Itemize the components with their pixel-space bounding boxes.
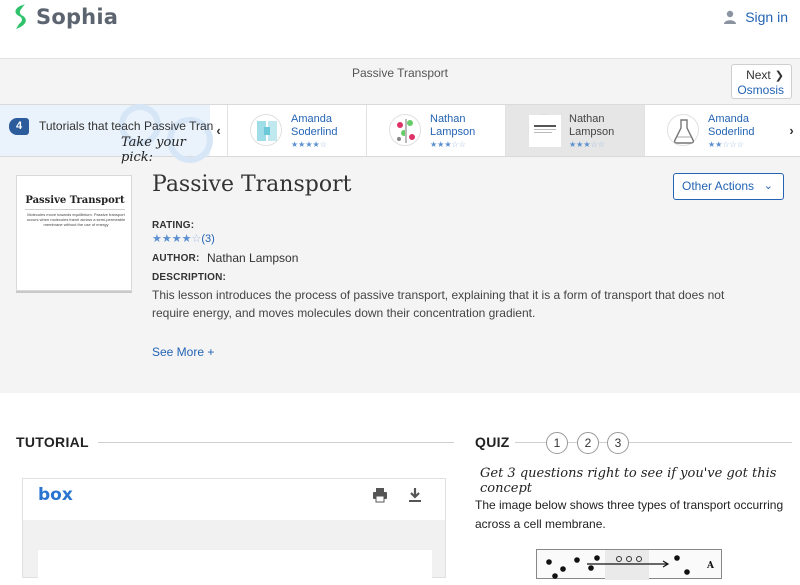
tutorial-author-last: Soderlind xyxy=(291,126,338,138)
box-logo: box xyxy=(38,485,73,505)
chevron-down-icon: ⌄ xyxy=(763,180,773,192)
tutorial-rating-stars: ★★★★☆ xyxy=(291,140,327,149)
site-header xyxy=(0,0,800,35)
quiz-question-2[interactable]: 2 xyxy=(577,432,599,454)
sign-in-label: Sign in xyxy=(745,9,788,25)
membrane-diagram xyxy=(537,550,723,580)
tutorial-card-1[interactable] xyxy=(227,105,366,156)
logo-text: Sophia xyxy=(36,5,119,29)
breadcrumb-title: Passive Transport xyxy=(351,66,449,80)
tutorial-card-4[interactable] xyxy=(644,105,783,156)
lesson-rating xyxy=(152,232,215,245)
tutorial-rating-stars: ★★☆☆☆ xyxy=(708,140,744,149)
tutorial-author-last: Lampson xyxy=(430,126,476,138)
tutorial-author-last: Soderlind xyxy=(708,126,755,138)
next-lesson-button[interactable] xyxy=(731,64,792,99)
tutorials-intro-text: Tutorials that teach Passive Tran xyxy=(39,119,214,133)
other-actions-button[interactable] xyxy=(673,173,784,200)
tutorial-author-first: Nathan xyxy=(569,113,605,125)
quiz-heading: QUIZ xyxy=(475,434,510,450)
tutorial-thumbnail xyxy=(250,114,282,146)
tutorial-card-2[interactable] xyxy=(366,105,505,156)
tutorial-rating-stars: ★★★☆☆ xyxy=(569,140,605,149)
tutorial-author-first: Nathan xyxy=(430,113,466,125)
lesson-title: Passive Transport xyxy=(152,172,352,197)
tutorial-author-first: Amanda xyxy=(708,113,749,125)
lesson-description: This lesson introduces the process of passive transport, explaining that it is a form of transport that does not require energy, and moves molecules down their concentration gradient. xyxy=(152,288,725,320)
strip-prev-button[interactable] xyxy=(210,105,227,156)
take-your-pick-text: Take your pick: xyxy=(121,135,186,165)
tutorial-rating-stars: ★★★☆☆ xyxy=(430,140,466,149)
chevron-right-icon: ❯ xyxy=(774,70,784,82)
rating-label: RATING: xyxy=(152,220,195,231)
quiz-instructions: Get 3 questions right to see if you've got this concept xyxy=(480,466,777,496)
rating-count[interactable]: (3) xyxy=(201,233,215,245)
membrane-transport-figure xyxy=(536,549,722,579)
next-lesson-name: Osmosis xyxy=(737,83,784,97)
print-icon[interactable] xyxy=(372,487,388,503)
divider xyxy=(98,442,454,443)
sophia-logo-icon xyxy=(10,4,32,30)
author-label: AUTHOR: xyxy=(152,253,200,264)
next-label: Next xyxy=(746,68,771,82)
tutorial-thumbnail xyxy=(389,114,421,146)
description-label: DESCRIPTION: xyxy=(152,272,227,283)
other-actions-label: Other Actions xyxy=(682,179,755,193)
tutorials-intro xyxy=(0,105,214,165)
user-icon xyxy=(723,10,737,24)
strip-next-button[interactable] xyxy=(783,105,800,156)
rating-stars-icon: ★★★★☆ xyxy=(152,233,202,245)
lesson-thumbnail-body: Molecules move towards equilibrium. Passive transport occurs when molecules travel across a semi-permeable membrane without the use of energy xyxy=(26,212,126,227)
tutorial-count-badge: 4 xyxy=(9,118,29,135)
chevron-left-icon: ‹ xyxy=(216,123,221,138)
figure-label: A xyxy=(707,561,714,571)
tutorial-thumbnail xyxy=(528,114,560,146)
download-icon[interactable] xyxy=(407,487,423,503)
lesson-thumbnail-title: Passive Transport xyxy=(25,195,125,206)
sophia-logo[interactable] xyxy=(10,4,118,30)
sign-in-link[interactable] xyxy=(723,9,788,25)
tutorial-card-3-selected[interactable] xyxy=(505,105,644,156)
tutorial-author-first: Amanda xyxy=(291,113,332,125)
quiz-question-3[interactable]: 3 xyxy=(607,432,629,454)
tutorial-document-page xyxy=(38,550,432,580)
tutorial-author-last: Lampson xyxy=(569,126,615,138)
lesson-thumbnail[interactable] xyxy=(16,175,132,291)
author-name: Nathan Lampson xyxy=(207,251,299,265)
quiz-question-text: The image below shows three types of transport occurring across a cell membrane. xyxy=(475,498,784,531)
tutorial-heading: TUTORIAL xyxy=(16,434,89,450)
chevron-right-icon: › xyxy=(789,123,794,138)
quiz-question-1[interactable]: 1 xyxy=(546,432,568,454)
see-more-link[interactable]: See More + xyxy=(152,345,215,359)
tutorial-thumbnail xyxy=(667,114,699,146)
divider xyxy=(25,209,125,210)
